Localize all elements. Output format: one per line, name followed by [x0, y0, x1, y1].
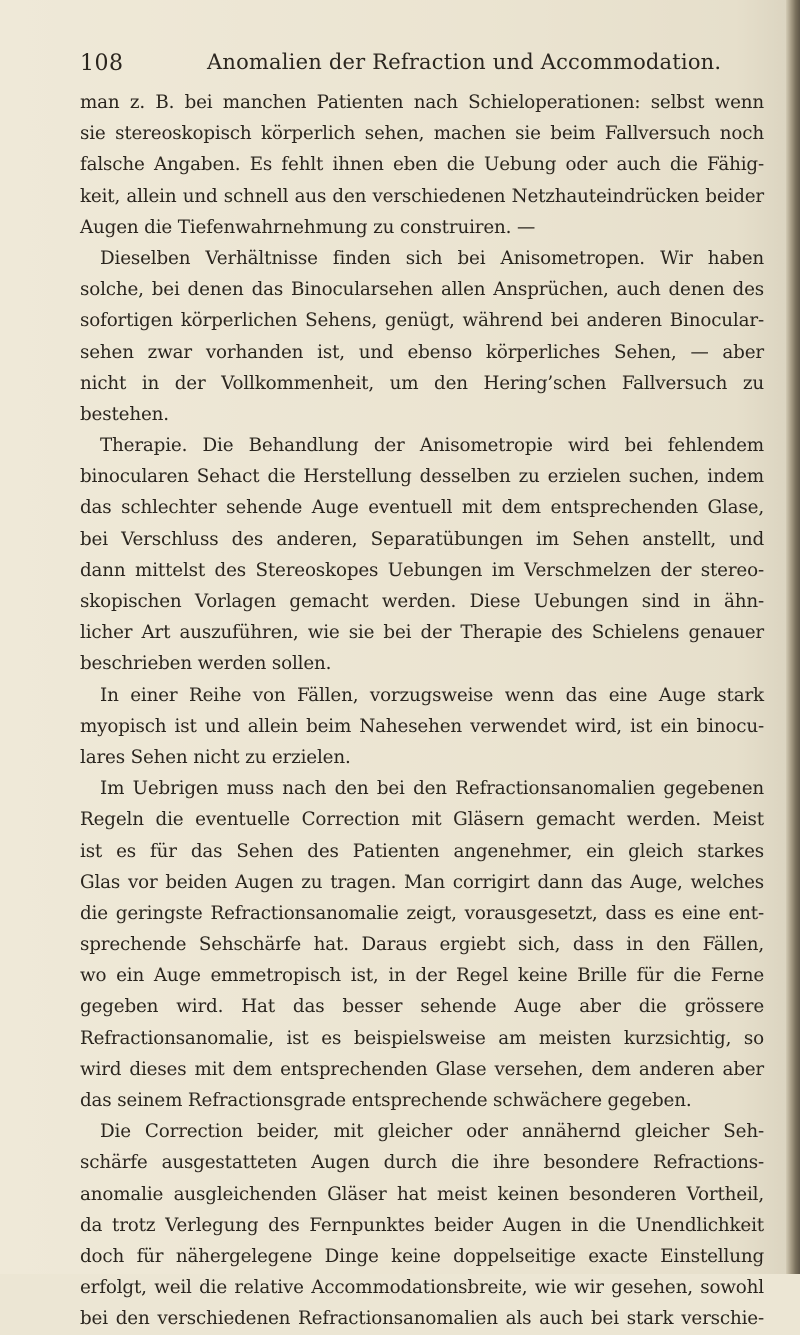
text-line: Glas vor beiden Augen zu tragen. Man corrigirt dann das Auge, welches [80, 871, 764, 893]
text-line: das schlechter sehende Auge eventuell mit dem entsprechenden Glase, [80, 497, 764, 519]
text-line: Im Uebrigen muss nach den bei den Refractionsanomalien gegebenen [100, 778, 764, 800]
text-line: gegeben wird. Hat das besser sehende Auge aber die grössere [80, 996, 764, 1018]
text-line: solche, bei denen das Binocularsehen allen Ansprüchen, auch denen des [80, 279, 764, 301]
text-line: sie stereoskopisch körperlich sehen, machen sie beim Fallversuch noch [80, 123, 764, 145]
text-line: schärfe ausgestatteten Augen durch die ihre besondere Refractions- [80, 1152, 764, 1174]
text-line: da trotz Verlegung des Fernpunktes beider Augen in die Unendlichkeit [80, 1214, 764, 1236]
text-line: sofortigen körperlichen Sehens, genügt, während bei anderen Binocular- [80, 310, 764, 332]
text-line: Therapie. Die Behandlung der Anisometropie wird bei fehlendem [100, 435, 764, 457]
text-line: bei Verschluss des anderen, Separatübungen im Sehen anstellt, und [80, 528, 764, 550]
text-line: die geringste Refractionsanomalie zeigt, vorausgesetzt, dass es eine ent- [80, 902, 764, 924]
page-header [80, 50, 780, 84]
text-line: sprechende Sehschärfe hat. Daraus ergiebt sich, dass in den Fällen, [80, 934, 764, 956]
text-line: Regeln die eventuelle Correction mit Gläsern gemacht werden. Meist [80, 809, 764, 831]
page-number: 108 [80, 51, 124, 76]
text-line: bei den verschiedenen Refractionsanomalien als auch bei stark verschie- [80, 1308, 764, 1330]
text-line: myopisch ist und allein beim Nahesehen verwendet wird, ist ein binocu- [80, 715, 764, 737]
text-line: Dieselben Verhältnisse finden sich bei Anisometropen. Wir haben [100, 247, 764, 269]
text-line: das seinem Refractionsgrade entsprechende schwächere gegeben. [80, 1090, 692, 1111]
text-line: wo ein Auge emmetropisch ist, in der Regel keine Brille für die Ferne [80, 965, 764, 987]
text-line: beschrieben werden sollen. [80, 653, 332, 675]
text-line: keit, allein und schnell aus den verschiedenen Netzhauteindrücken beider [80, 185, 764, 207]
text-line: man z. B. bei manchen Patienten nach Schieloperationen: selbst wenn [80, 92, 764, 113]
text-line: licher Art auszuführen, wie sie bei der Therapie des Schielens genauer [80, 622, 764, 644]
running-title: Anomalien der Refraction und Accommodation. [207, 50, 722, 74]
text-line: Augen die Tiefenwahrnehmung zu construiren. — [80, 216, 536, 238]
text-line: binocularen Sehact die Herstellung desselben zu erzielen suchen, indem [80, 466, 764, 488]
text-line: dann mittelst des Stereoskopes Uebungen im Verschmelzen der stereo- [80, 559, 764, 581]
body-text [80, 87, 764, 1335]
text-line: falsche Angaben. Es fehlt ihnen eben die Uebung oder auch die Fähig- [80, 154, 764, 176]
text-line: nicht in der Vollkommenheit, um den Hering’schen Fallversuch zu [80, 372, 764, 394]
text-line: In einer Reihe von Fällen, vorzugsweise wenn das eine Auge stark [100, 684, 764, 706]
text-line: lares Sehen nicht zu erzielen. [80, 746, 351, 768]
text-line: Refractionsanomalie, ist es beispielsweise am meisten kurzsichtig, so [80, 1027, 764, 1049]
text-line: ist es für das Sehen des Patienten angenehmer, ein gleich starkes [80, 840, 764, 862]
text-line: bestehen. [80, 403, 169, 425]
text-line: erfolgt, weil die relative Accommodationsbreite, wie wir gesehen, sowohl [80, 1277, 764, 1299]
page-gutter-shadow [786, 0, 800, 1274]
text-line: Die Correction beider, mit gleicher oder annähernd gleicher Seh- [100, 1121, 764, 1143]
text-line: wird dieses mit dem entsprechenden Glase versehen, dem anderen aber [80, 1058, 764, 1080]
text-line: doch für nähergelegene Dinge keine doppelseitige exacte Einstellung [80, 1245, 764, 1267]
text-line: skopischen Vorlagen gemacht werden. Diese Uebungen sind in ähn- [80, 591, 764, 612]
text-line: sehen zwar vorhanden ist, und ebenso körperliches Sehen, — aber [80, 341, 764, 363]
text-line: anomalie ausgleichenden Gläser hat meist keinen besonderen Vortheil, [80, 1183, 764, 1205]
